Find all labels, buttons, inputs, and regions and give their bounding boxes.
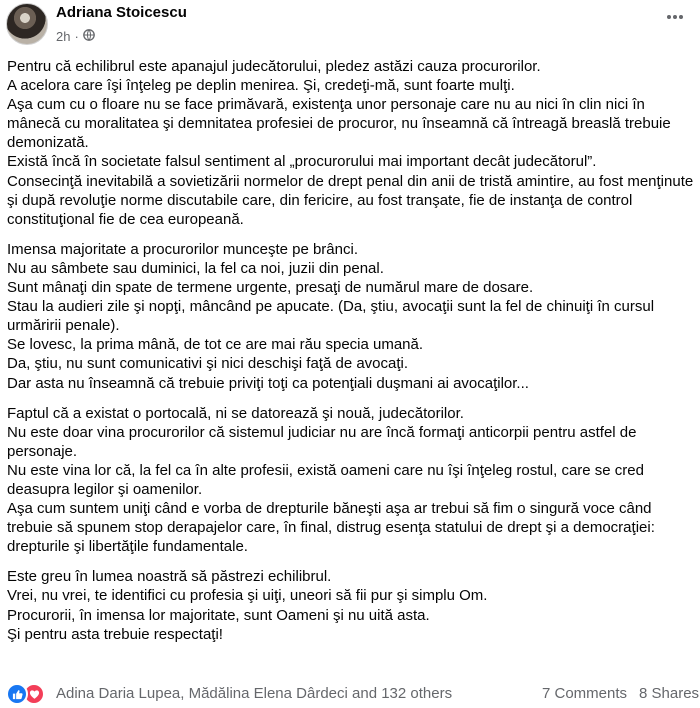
text-line: Aşa cum cu o floare nu se face primăvară, existenţa unor personaje care nu au nici în clin nici în mânecă cu moralitatea şi demnitatea profesiei de procuror, nu înseamnă că întreagă breaslă trebuie demonizată. xyxy=(7,96,671,152)
text-line: Faptul că a existat o portocală, ni se datorează şi nouă, judecătorilor. xyxy=(7,404,464,422)
text-line: A acelora care îşi înţeleg pe deplin menirea. Şi, credeţi-mă, sunt foarte mulţi. xyxy=(7,77,515,95)
text-line: Este greu în lumea noastră să păstrezi echilibrul. xyxy=(7,568,332,586)
post-text xyxy=(7,57,697,655)
meta-separator: · xyxy=(74,29,79,44)
text-line: Imensa majoritate a procurorilor munceşte pe brânci. xyxy=(7,240,358,258)
text-line: Şi pentru asta trebuie respectaţi! xyxy=(7,625,223,643)
post-meta xyxy=(56,29,95,44)
avatar[interactable] xyxy=(6,3,48,45)
text-line: Procurorii, în imensa lor majoritate, sunt Oameni şi nu uită asta. xyxy=(7,606,430,624)
text-line: Sunt mânaţi din spate de termene urgente, presaţi de numărul mare de dosare. xyxy=(7,279,534,297)
more-dots-icon[interactable] xyxy=(662,4,688,30)
author-name[interactable]: Adriana Stoicescu xyxy=(56,4,187,21)
paragraph xyxy=(7,240,697,393)
like-icon[interactable] xyxy=(6,683,28,705)
text-line: Aşa cum suntem uniţi când e vorba de drepturile băneşti aşa ar trebui să fim o singură voce când trebuie să spunem stop derapajelor care, în final, distrug esenţa statului de drept şi a democraţiei: drepturile şi libertăţile fundamentale. xyxy=(7,500,655,556)
reaction-icons[interactable] xyxy=(6,683,45,705)
text-line: Nu este vina lor că, la fel ca în alte profesii, există oameni care nu îşi înţeleg rostul, care se cred deasupra legilor şi oamenilor. xyxy=(7,461,644,498)
text-line: Nu este doar vina procurorilor că sistemul judiciar nu are încă formaţi anticorpii pentru astfel de personaje. xyxy=(7,423,637,460)
text-line: Consecinţă inevitabilă a sovietizării normelor de drept penal din anii de tristă amintire, au fost menţinute şi după revoluţie norme discutabile care, din fericire, au fost tranşate, fie de instanţa de control constituţional fie de cea europeană. xyxy=(7,172,694,228)
shares-count[interactable]: 8 Shares xyxy=(639,685,700,702)
globe-icon[interactable] xyxy=(83,29,95,44)
text-line: Stau la audieri zile şi nopţi, mâncând pe apucate. (Da, ştiu, avocaţii sunt la fel de chinuiţi în cursul urmăririi penale). xyxy=(7,298,655,335)
post-time[interactable]: 2h xyxy=(56,29,71,44)
paragraph xyxy=(7,404,697,557)
paragraph xyxy=(7,57,697,229)
text-line: Pentru că echilibrul este apanajul judecătorului, pledez astăzi cauza procurorilor. xyxy=(7,58,541,75)
paragraph xyxy=(7,567,697,643)
text-line: Da, ştiu, nu sunt comunicativi şi nici deschişi faţă de avocaţi. xyxy=(7,355,409,373)
text-line: Există încă în societate falsul sentiment al „procurorului mai important decât judecătorul”. xyxy=(7,153,597,171)
post-footer xyxy=(0,679,700,707)
reactors-summary[interactable]: Adina Daria Lupea, Mădălina Elena Dârdeci and 132 others xyxy=(56,685,453,702)
text-line: Se lovesc, la prima mână, de tot ce are mai rău specia umană. xyxy=(7,336,424,354)
post-header xyxy=(0,0,700,50)
comments-count[interactable]: 7 Comments xyxy=(542,685,628,702)
text-line: Dar asta nu înseamnă că trebuie priviţi toţi ca potenţiali duşmani ai avocaţilor... xyxy=(7,374,529,392)
text-line: Nu au sâmbete sau duminici, la fel ca noi, juzii din penal. xyxy=(7,259,384,277)
text-line: Vrei, nu vrei, te identifici cu profesia şi uiţi, uneori să fii pur şi simplu Om. xyxy=(7,587,488,605)
